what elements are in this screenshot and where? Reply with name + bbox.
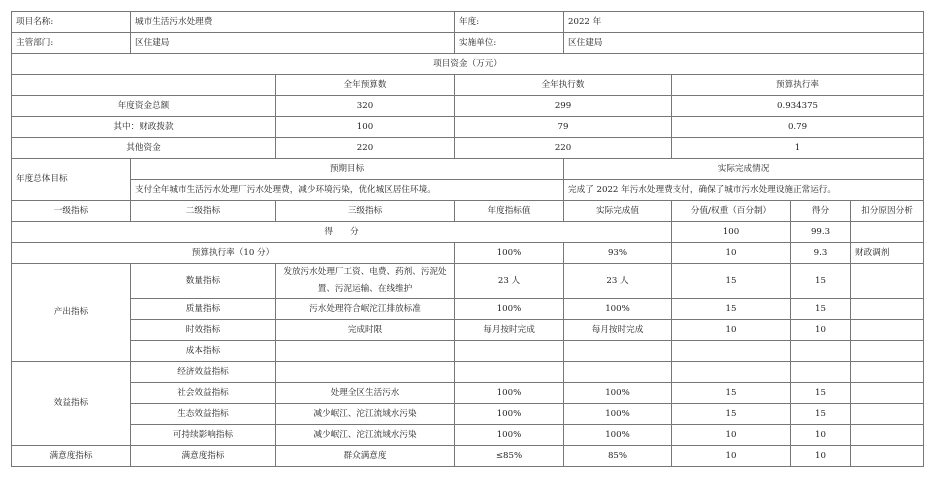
timeliness-score: 10: [791, 320, 851, 341]
total-score: 99.3: [791, 222, 851, 243]
cost-score: [791, 341, 851, 362]
quantity-actual: 23 人: [564, 264, 672, 299]
sustainable-score: 10: [791, 425, 851, 446]
benefit-social-row: [12, 383, 924, 404]
goals-title-row: [12, 159, 924, 180]
quality-score: 15: [791, 299, 851, 320]
social-score: 15: [791, 383, 851, 404]
funds-row-exec: 299: [455, 96, 672, 117]
funds-row-rate: 1: [672, 138, 924, 159]
economic-score: [791, 362, 851, 383]
total-score-label: 得 分: [12, 222, 672, 243]
output-label: 产出指标: [12, 264, 131, 362]
header-weight: 分值/权重（百分制）: [672, 201, 791, 222]
economic-item: [276, 362, 455, 383]
timeliness-target: 每月按时完成: [455, 320, 564, 341]
total-reason: [851, 222, 924, 243]
output-quantity-row: [12, 264, 924, 299]
output-quality-row: [12, 299, 924, 320]
total-weight: 100: [672, 222, 791, 243]
dept-label: 主管部门:: [12, 33, 131, 54]
header-reason: 扣分原因分析: [851, 201, 924, 222]
project-name-label: 项目名称:: [12, 12, 131, 33]
evaluation-table: [11, 11, 924, 467]
quality-target: 100%: [455, 299, 564, 320]
funds-row-rate: 0.934375: [672, 96, 924, 117]
satisfaction-name: 满意度指标: [131, 446, 276, 467]
satisfaction-item: 群众满意度: [276, 446, 455, 467]
header-score: 得分: [791, 201, 851, 222]
funds-row-budget: 320: [276, 96, 455, 117]
funds-row-label: 年度资金总额: [12, 96, 276, 117]
economic-actual: [564, 362, 672, 383]
quality-name: 质量指标: [131, 299, 276, 320]
ecological-reason: [851, 404, 924, 425]
quantity-name: 数量指标: [131, 264, 276, 299]
funds-row-exec: 220: [455, 138, 672, 159]
timeliness-name: 时效指标: [131, 320, 276, 341]
benefit-sustainable-row: [12, 425, 924, 446]
funds-row-label: 其他资金: [12, 138, 276, 159]
benefit-economic-row: [12, 362, 924, 383]
ecological-item: 减少岷江、沱江流域水污染: [276, 404, 455, 425]
funds-row-rate: 0.79: [672, 117, 924, 138]
funds-col-exec: 全年执行数: [455, 75, 672, 96]
funds-header-blank: [12, 75, 276, 96]
goals-label: 年度总体目标: [12, 159, 131, 201]
social-actual: 100%: [564, 383, 672, 404]
economic-reason: [851, 362, 924, 383]
social-item: 处理全区生活污水: [276, 383, 455, 404]
impl-label: 实施单位:: [455, 33, 564, 54]
funds-row-budget: 100: [276, 117, 455, 138]
header-level3: 三级指标: [276, 201, 455, 222]
goals-text-row: [12, 180, 924, 201]
social-reason: [851, 383, 924, 404]
budget-exec-label: 预算执行率（10 分）: [12, 243, 455, 264]
info-row-dept: [12, 33, 924, 54]
economic-target: [455, 362, 564, 383]
funds-row: [12, 117, 924, 138]
economic-name: 经济效益指标: [131, 362, 276, 383]
sustainable-name: 可持续影响指标: [131, 425, 276, 446]
satisfaction-score: 10: [791, 446, 851, 467]
funds-title-row: [12, 54, 924, 75]
benefit-label: 效益指标: [12, 362, 131, 446]
impl-value: 区住建局: [564, 33, 924, 54]
economic-weight: [672, 362, 791, 383]
quantity-score: 15: [791, 264, 851, 299]
ecological-score: 15: [791, 404, 851, 425]
goals-actual-title: 实际完成情况: [564, 159, 924, 180]
satisfaction-target: ≤85%: [455, 446, 564, 467]
header-level2: 二级指标: [131, 201, 276, 222]
budget-exec-reason: 财政调剂: [851, 243, 924, 264]
funds-row-exec: 79: [455, 117, 672, 138]
budget-exec-score: 9.3: [791, 243, 851, 264]
quality-item: 污水处理符合岷沱江排放标准: [276, 299, 455, 320]
budget-exec-target: 100%: [455, 243, 564, 264]
output-cost-row: [12, 341, 924, 362]
goals-expected-title: 预期目标: [131, 159, 564, 180]
header-target: 年度指标值: [455, 201, 564, 222]
goals-expected-text: 支付全年城市生活污水处理厂污水处理费，减少环境污染，优化城区居住环境。: [131, 180, 564, 201]
funds-col-rate: 预算执行率: [672, 75, 924, 96]
quantity-item: 发放污水处理厂工资、电费、药剂、污泥处置、污泥运输、在线维护: [276, 264, 455, 299]
quantity-target: 23 人: [455, 264, 564, 299]
goals-actual-text: 完成了 2022 年污水处理费支付，确保了城市污水处理设施正常运行。: [564, 180, 924, 201]
sustainable-actual: 100%: [564, 425, 672, 446]
budget-exec-row: [12, 243, 924, 264]
year-value: 2022 年: [564, 12, 924, 33]
ecological-actual: 100%: [564, 404, 672, 425]
funds-title: 项目资金（万元）: [12, 54, 924, 75]
satisfaction-weight: 10: [672, 446, 791, 467]
ecological-target: 100%: [455, 404, 564, 425]
indicator-header-row: [12, 201, 924, 222]
sustainable-target: 100%: [455, 425, 564, 446]
timeliness-weight: 10: [672, 320, 791, 341]
social-weight: 15: [672, 383, 791, 404]
social-name: 社会效益指标: [131, 383, 276, 404]
quantity-weight: 15: [672, 264, 791, 299]
total-score-row: [12, 222, 924, 243]
satisfaction-label: 满意度指标: [12, 446, 131, 467]
quality-reason: [851, 299, 924, 320]
ecological-weight: 15: [672, 404, 791, 425]
quality-actual: 100%: [564, 299, 672, 320]
cost-item: [276, 341, 455, 362]
funds-col-budget: 全年预算数: [276, 75, 455, 96]
funds-row: [12, 138, 924, 159]
timeliness-actual: 每月按时完成: [564, 320, 672, 341]
header-level1: 一级指标: [12, 201, 131, 222]
funds-row-budget: 220: [276, 138, 455, 159]
cost-actual: [564, 341, 672, 362]
project-name-value: 城市生活污水处理费: [131, 12, 455, 33]
header-actual: 实际完成值: [564, 201, 672, 222]
cost-weight: [672, 341, 791, 362]
sustainable-item: 减少岷江、沱江流域水污染: [276, 425, 455, 446]
funds-row: [12, 96, 924, 117]
budget-exec-weight: 10: [672, 243, 791, 264]
dept-value: 区住建局: [131, 33, 455, 54]
sustainable-reason: [851, 425, 924, 446]
satisfaction-row: [12, 446, 924, 467]
benefit-ecological-row: [12, 404, 924, 425]
quality-weight: 15: [672, 299, 791, 320]
cost-name: 成本指标: [131, 341, 276, 362]
timeliness-reason: [851, 320, 924, 341]
cost-reason: [851, 341, 924, 362]
cost-target: [455, 341, 564, 362]
satisfaction-reason: [851, 446, 924, 467]
satisfaction-actual: 85%: [564, 446, 672, 467]
funds-row-label: 其中：财政拨款: [12, 117, 276, 138]
budget-exec-actual: 93%: [564, 243, 672, 264]
ecological-name: 生态效益指标: [131, 404, 276, 425]
social-target: 100%: [455, 383, 564, 404]
year-label: 年度:: [455, 12, 564, 33]
quantity-reason: [851, 264, 924, 299]
timeliness-item: 完成时限: [276, 320, 455, 341]
funds-header-row: [12, 75, 924, 96]
sustainable-weight: 10: [672, 425, 791, 446]
info-row-project: [12, 12, 924, 33]
output-timeliness-row: [12, 320, 924, 341]
